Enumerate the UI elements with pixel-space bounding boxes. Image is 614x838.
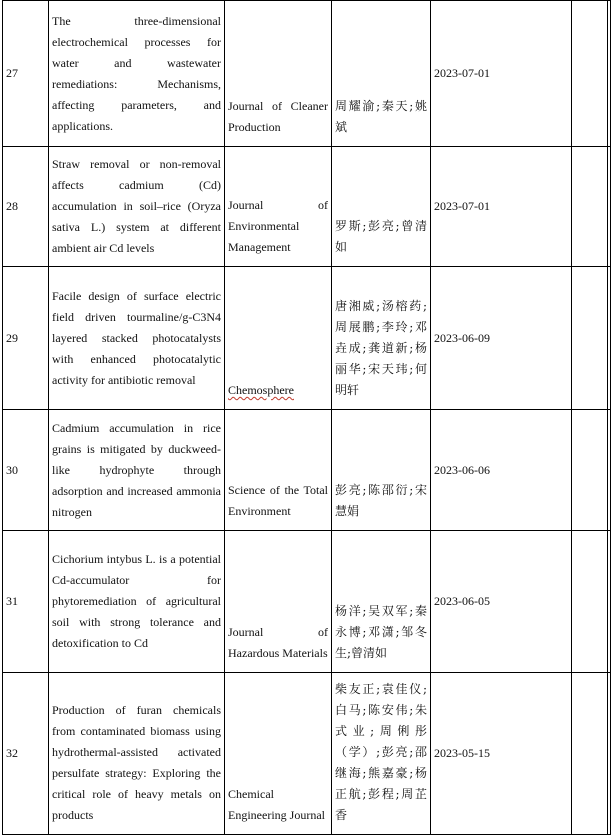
authors: 唐湘威;汤榕药;周展鹏;李玲;邓垚成;龚道新;杨丽华;宋天玮;何明轩 [332,267,431,410]
empty-cell [572,147,608,267]
paper-title: Straw removal or non-removal affects cadmium (Cd) accumulation in soil–rice (Oryza sativa L.) system at different ambient air Cd levels [49,147,225,267]
table-row [3,410,611,531]
journal-name: Chemical Engineering Journal [225,673,332,835]
table-row [3,267,611,410]
table-row [3,673,611,835]
publication-table [2,0,611,835]
publish-date: 2023-05-15 [431,673,572,835]
empty-cell [572,531,608,673]
authors: 罗斯;彭亮;曾清如 [332,147,431,267]
empty-cell [608,410,611,531]
row-number: 31 [3,531,49,673]
empty-cell [608,267,611,410]
row-number: 27 [3,1,49,147]
journal-name: Journal of Hazardous Materials [225,531,332,673]
paper-title: Cadmium accumulation in rice grains is mitigated by duckweed-like hydrophyte through adsorption and increased ammonia nitrogen [49,410,225,531]
empty-cell [608,531,611,673]
publish-date: 2023-07-01 [431,1,572,147]
journal-name: Journal of Environmental Management [225,147,332,267]
authors: 杨洋;吴双军;秦永博;邓潇;邹冬生;曾清如 [332,531,431,673]
authors: 彭亮;陈邵衍;宋慧娟 [332,410,431,531]
publish-date: 2023-06-06 [431,410,572,531]
table-row [3,1,611,147]
row-number: 30 [3,410,49,531]
empty-cell [572,673,608,835]
paper-title: The three-dimensional electrochemical processes for water and wastewater remediations: Mechanisms, affecting parameters, and applications. [49,1,225,147]
journal-name: Science of the Total Environment [225,410,332,531]
paper-title: Cichorium intybus L. is a potential Cd-accumulator for phytoremediation of agricultural soil with strong tolerance and detoxification to Cd [49,531,225,673]
empty-cell [608,673,611,835]
row-number: 32 [3,673,49,835]
empty-cell [572,1,608,147]
row-number: 28 [3,147,49,267]
authors: 柴友正;袁佳仪;白马;陈安伟;朱式业;周俐彤（学）;彭亮;邵继海;熊嘉豪;杨正航;彭程;周芷香 [332,673,431,835]
row-number: 29 [3,267,49,410]
journal-name: Journal of Cleaner Production [225,1,332,147]
empty-cell [608,147,611,267]
empty-cell [572,267,608,410]
publish-date: 2023-06-09 [431,267,572,410]
table-row [3,531,611,673]
empty-cell [608,1,611,147]
journal-name: Chemosphere [225,267,332,410]
paper-title: Production of furan chemicals from contaminated biomass using hydrothermal-assisted activated persulfate strategy: Exploring the critical role of heavy metals on products [49,673,225,835]
publish-date: 2023-07-01 [431,147,572,267]
empty-cell [572,410,608,531]
publish-date: 2023-06-05 [431,531,572,673]
authors: 周耀渝;秦天;姚斌 [332,1,431,147]
paper-title: Facile design of surface electric field driven tourmaline/g-C3N4 layered stacked photocatalysts with enhanced photocatalytic activity for antibiotic removal [49,267,225,410]
table-row [3,147,611,267]
